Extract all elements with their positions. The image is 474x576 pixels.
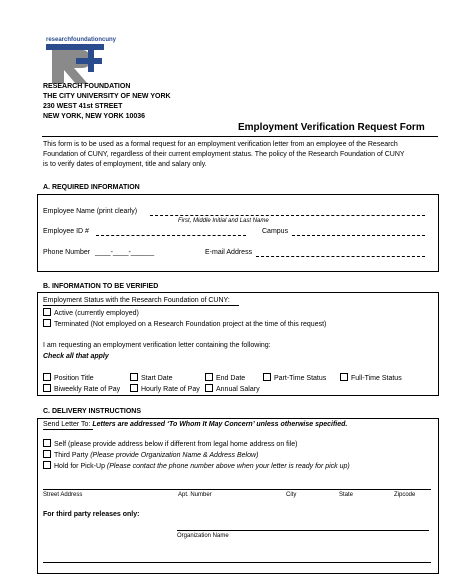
active-label: Active (currently employed) [54,310,139,317]
employment-status-label: Employment Status with the Research Foundation of CUNY: [43,297,230,304]
street-address-label: Street Address [43,492,83,498]
form-title: Employment Verification Request Form [238,122,425,133]
self-label: Self (please provide address below if different from legal home address on file) [54,441,298,448]
section-c-heading: C. DELIVERY INSTRUCTIONS [43,408,142,415]
send-underline [43,429,93,430]
employee-name-field[interactable] [150,215,425,216]
employee-id-field[interactable] [96,235,246,236]
request-label: I am requesting an employment verification letter containing the following: [43,342,271,349]
third-party-release-label: For third party releases only: [43,511,140,518]
option-label: Start Date [141,375,173,382]
option-full-time[interactable] [340,373,402,383]
section-a-box [37,194,439,272]
employee-name-label: Employee Name (print clearly) [43,208,138,215]
employee-name-hint: First, Middle Initial and Last Name [178,218,269,224]
organization-address-field[interactable] [43,562,431,563]
option-label: Position Title [54,375,94,382]
self-checkbox[interactable] [43,439,51,447]
address-field[interactable] [43,489,431,490]
terminated-option[interactable] [43,319,326,329]
self-option[interactable] [43,439,297,449]
logo-brand-text: researchfoundationcuny [46,37,117,43]
option-label: Hourly Rate of Pay [141,386,200,393]
option-annual-salary[interactable] [205,384,260,394]
phone-field[interactable]: ____-____-______ [95,249,155,256]
address-line-1: RESEARCH FOUNDATION [43,83,131,90]
third-party-option[interactable] [43,450,258,460]
option-label: End Date [216,375,246,382]
address-line-3: 230 WEST 41st STREET [43,103,123,110]
city-label: City [286,492,297,498]
third-party-label: Third Party [54,452,89,459]
part-time-checkbox[interactable] [263,373,271,381]
employee-id-label: Employee ID # [43,228,89,235]
send-letter-label: Send Letter To: [43,421,91,428]
section-a-heading: A. REQUIRED INFORMATION [43,184,140,191]
status-underline [43,305,239,306]
full-time-checkbox[interactable] [340,373,348,381]
campus-field[interactable] [292,235,425,236]
organization-name-label: Organization Name [177,533,229,539]
pickup-note: (Please contact the phone number above when your letter is ready for pick up) [106,463,350,470]
section-b-heading: B. INFORMATION TO BE VERIFIED [43,283,159,290]
pickup-option[interactable] [43,461,350,471]
intro-line-1: This form is to be used as a formal request for an employment verification letter from an employee of the Research [43,141,398,148]
third-party-checkbox[interactable] [43,450,51,458]
annual-salary-checkbox[interactable] [205,384,213,392]
position-title-checkbox[interactable] [43,373,51,381]
phone-label: Phone Number [43,249,91,256]
send-letter-note: Letters are addressed ‘To Whom It May Concern’ unless otherwise specified. [92,421,348,428]
intro-line-3: is to verify dates of employment, title and salary only. [43,161,207,168]
option-label: Biweekly Rate of Pay [54,386,121,393]
end-date-checkbox[interactable] [205,373,213,381]
active-option[interactable] [43,308,139,318]
state-label: State [339,492,354,498]
option-biweekly-rate[interactable] [43,384,120,394]
option-hourly-rate[interactable] [130,384,200,394]
campus-label: Campus [262,228,289,235]
terminated-label: Terminated (Not employed on a Research Foundation project at the time of this request) [54,321,327,328]
option-label: Full-Time Status [351,375,402,382]
biweekly-rate-checkbox[interactable] [43,384,51,392]
send-letter-row [43,420,347,429]
zipcode-label: Zipcode [394,492,416,498]
option-position-title[interactable] [43,373,94,383]
pickup-label: Hold for Pick-Up [54,463,105,470]
option-end-date[interactable] [205,373,245,383]
organization-name-field[interactable] [177,530,429,531]
start-date-checkbox[interactable] [130,373,138,381]
active-checkbox[interactable] [43,308,51,316]
option-label: Annual Salary [216,386,260,393]
terminated-checkbox[interactable] [43,319,51,327]
check-all-note: Check all that apply [43,353,109,360]
address-line-4: NEW YORK, NEW YORK 10036 [43,113,146,120]
option-part-time[interactable] [263,373,326,383]
third-party-note: (Please provide Organization Name & Address Below) [90,452,259,459]
hourly-rate-checkbox[interactable] [130,384,138,392]
option-start-date[interactable] [130,373,173,383]
option-label: Part-Time Status [274,375,327,382]
pickup-checkbox[interactable] [43,461,51,469]
apt-number-label: Apt. Number [178,492,212,498]
address-line-2: THE CITY UNIVERSITY OF NEW YORK [43,93,171,100]
email-field[interactable] [256,256,425,257]
intro-line-2: Foundation of CUNY, regardless of their current employment status. The policy of the Research Foundation of CUNY [43,151,405,158]
title-divider [42,136,438,137]
email-label: E-mail Address [205,249,253,256]
